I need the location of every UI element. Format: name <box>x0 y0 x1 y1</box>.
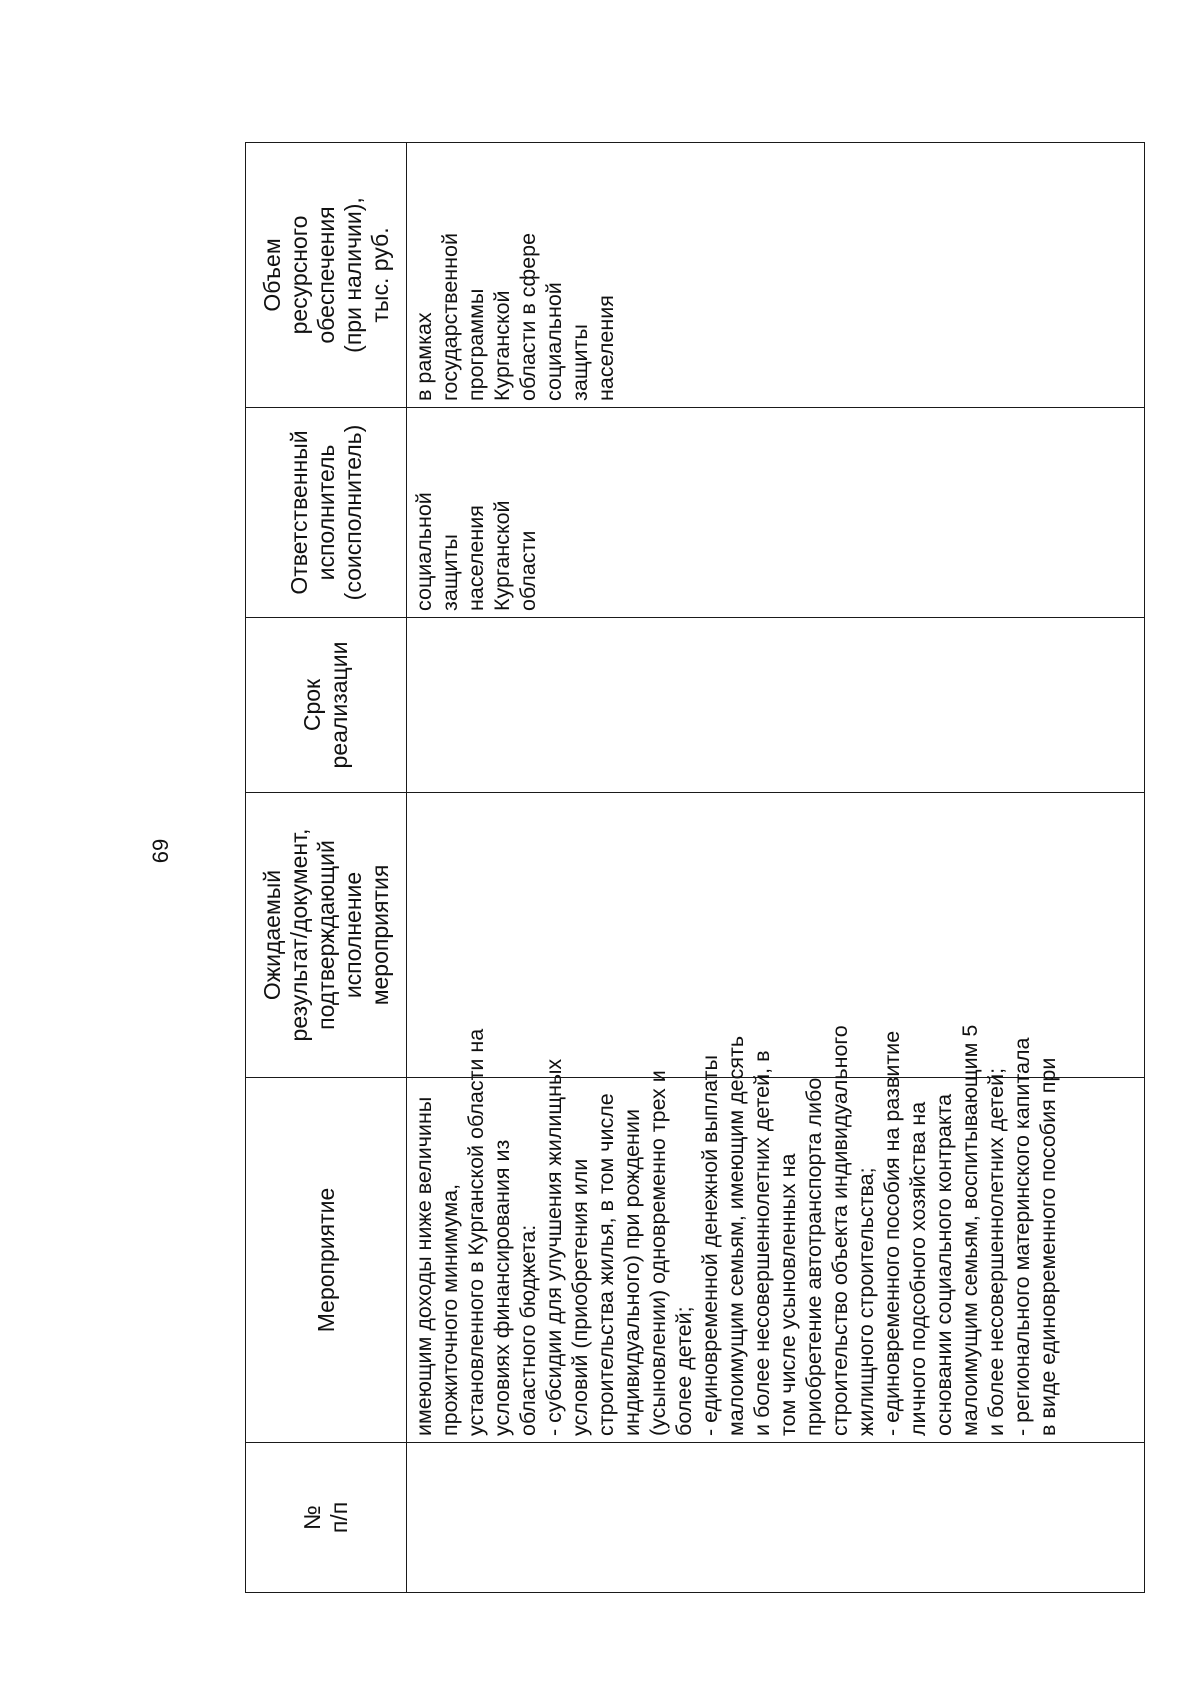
action-plan-table <box>245 142 1145 1593</box>
text-line: Курганской <box>490 290 514 401</box>
text-line: малоимущим семьям, имеющим десять <box>724 1035 748 1436</box>
text-line: программы <box>464 288 488 401</box>
text-line: имеющим доходы ниже величины <box>412 1096 436 1436</box>
text-line: Курганской <box>490 500 514 611</box>
text-line: малоимущим семьям, воспитывающим 5 <box>958 1024 982 1436</box>
text-line: условий (приобретения или <box>568 1158 592 1436</box>
text-line: индивидуального) при рождении <box>620 1109 644 1436</box>
text-line: защиты <box>568 324 592 401</box>
text-line: п/п <box>326 1501 352 1534</box>
text-line: строительства жилья, в том числе <box>594 1093 618 1436</box>
cell-num <box>407 1443 1145 1593</box>
text-line: в рамках <box>412 312 436 401</box>
text-line: области <box>516 530 540 611</box>
text-line: исполнитель <box>312 444 339 581</box>
text-line: тыс. руб. <box>366 227 393 323</box>
text-line: - субсидии для улучшения жилищных <box>542 1058 566 1436</box>
text-line: строительство объекта индивидуального <box>828 1025 852 1436</box>
text-line: обеспечения <box>312 206 339 344</box>
text-line: (соисполнитель) <box>339 424 366 601</box>
text-line: населения <box>464 505 488 611</box>
text-line: социальной <box>412 492 436 611</box>
cell-resources <box>407 143 1145 408</box>
rotated-table-wrapper <box>245 143 1145 1593</box>
cell-term <box>407 618 1145 793</box>
header-measure <box>246 1078 407 1443</box>
text-line: государственной <box>438 232 462 401</box>
table-row <box>407 143 1145 1593</box>
page-number-text: 69 <box>148 838 173 864</box>
text-line: (при наличии), <box>339 197 366 353</box>
text-line: приобретение автотранспорта либо <box>802 1077 826 1436</box>
text-line: социальной <box>542 282 566 401</box>
text-line: жилищного строительства; <box>854 1167 878 1436</box>
text-line: установленного в Курганской области на <box>464 1028 488 1436</box>
text-line: Объем <box>258 238 285 312</box>
text-line: Ожидаемый <box>258 869 285 1001</box>
table-header-row <box>246 143 407 1593</box>
header-term <box>246 618 407 793</box>
text-line: Срок <box>299 678 325 732</box>
text-line: Ответственный <box>285 430 312 595</box>
text-line: прожиточного минимума, <box>438 1183 462 1436</box>
text-line: реализации <box>326 641 352 769</box>
cell-executor <box>407 408 1145 618</box>
text-line: том числе усыновленных на <box>776 1153 800 1436</box>
text-line: - регионального материнского капитала <box>1010 1037 1034 1436</box>
text-line: ресурсного <box>285 215 312 335</box>
text-line: мероприятия <box>366 864 393 1006</box>
text-line: более детей; <box>672 1306 696 1436</box>
header-executor <box>246 408 407 618</box>
text-line: - единовременной денежной выплаты <box>698 1055 722 1436</box>
text-line: основании социального контракта <box>932 1093 956 1436</box>
text-line: - единовременного пособия на развитие <box>880 1030 904 1436</box>
text-line: (усыновлении) одновременно трех и <box>646 1070 670 1436</box>
text-line: условиях финансирования из <box>490 1139 514 1436</box>
text-line: результат/документ, <box>285 828 312 1042</box>
header-num <box>246 1443 407 1593</box>
text-line: подтверждающий <box>312 840 339 1030</box>
text-line: области в сфере <box>516 232 540 401</box>
text-line: № <box>299 1505 325 1530</box>
text-line: населения <box>594 295 618 401</box>
cell-measure <box>407 1024 1145 1443</box>
text-line: и более несовершеннолетних детей; <box>984 1067 1008 1436</box>
text-line: личного подсобного хозяйства на <box>906 1101 930 1436</box>
text-line: защиты <box>438 534 462 611</box>
text-line: областного бюджета: <box>516 1224 540 1436</box>
header-resources <box>246 143 407 408</box>
header-result <box>246 793 407 1078</box>
text-line: Мероприятие <box>312 1187 339 1333</box>
cell-result <box>407 793 1145 1078</box>
text-line: исполнение <box>339 871 366 999</box>
text-line: и более несовершеннолетних детей, в <box>750 1050 774 1436</box>
text-line: в виде единовременного пособия при <box>1036 1057 1060 1436</box>
